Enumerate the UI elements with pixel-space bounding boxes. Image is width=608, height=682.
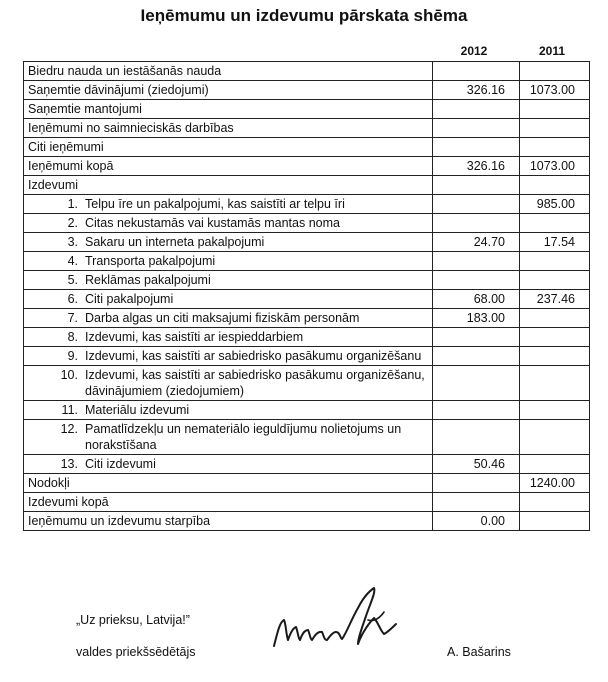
item-number: 8. <box>67 330 78 344</box>
item-cell <box>24 347 433 366</box>
value-2011 <box>520 493 590 512</box>
item-number: 3. <box>67 235 78 249</box>
value-2011: 1240.00 <box>520 474 590 493</box>
row-label: Ieņēmumu un izdevumu starpība <box>24 512 433 531</box>
table-row <box>24 290 590 309</box>
value-2011 <box>520 309 590 328</box>
column-header-2011: 2011 <box>538 44 566 58</box>
slogan: „Uz prieksu, Latvija!” <box>76 613 190 627</box>
table-row <box>24 309 590 328</box>
row-label: Izdevumi <box>24 176 433 195</box>
item-number: 9. <box>67 349 78 363</box>
value-2011: 1073.00 <box>520 81 590 100</box>
value-2011 <box>520 347 590 366</box>
table-row <box>24 62 590 81</box>
item-number: 12. <box>60 422 78 436</box>
value-2011 <box>520 271 590 290</box>
item-label: Izdevumi, kas saistīti ar sabiedrisko pasākumu organizēšanu <box>85 349 422 363</box>
value-2011: 237.46 <box>520 290 590 309</box>
item-cell <box>24 328 433 347</box>
table-row <box>24 81 590 100</box>
value-2012 <box>433 62 520 81</box>
row-label: Ieņēmumi kopā <box>24 157 433 176</box>
item-cell <box>24 309 433 328</box>
report-table <box>23 61 590 531</box>
value-2012 <box>433 347 520 366</box>
item-cell <box>24 195 433 214</box>
value-2012 <box>433 138 520 157</box>
table-row <box>24 328 590 347</box>
value-2012 <box>433 474 520 493</box>
table-row <box>24 214 590 233</box>
item-cell <box>24 420 433 455</box>
item-cell <box>24 366 433 401</box>
value-2011 <box>520 100 590 119</box>
item-cell <box>24 290 433 309</box>
value-2011 <box>520 176 590 195</box>
row-label: Biedru nauda un iestāšanās nauda <box>24 62 433 81</box>
item-number: 11. <box>61 403 78 417</box>
value-2012 <box>433 493 520 512</box>
signature <box>270 582 400 662</box>
table-row <box>24 233 590 252</box>
table-row <box>24 119 590 138</box>
value-2011 <box>520 455 590 474</box>
value-2012: 326.16 <box>433 157 520 176</box>
signatory-name: A. Bašarins <box>447 645 511 659</box>
value-2011 <box>520 512 590 531</box>
row-label: Izdevumi kopā <box>24 493 433 512</box>
value-2012: 0.00 <box>433 512 520 531</box>
value-2012 <box>433 328 520 347</box>
item-number: 10. <box>60 368 78 382</box>
value-2011 <box>520 119 590 138</box>
value-2012: 50.46 <box>433 455 520 474</box>
row-label: Saņemtie dāvinājumi (ziedojumi) <box>24 81 433 100</box>
value-2012: 24.70 <box>433 233 520 252</box>
item-number: 4. <box>67 254 78 268</box>
column-header-2012: 2012 <box>460 44 488 58</box>
item-label: Citi izdevumi <box>85 457 156 471</box>
value-2012: 326.16 <box>433 81 520 100</box>
item-label: Telpu īre un pakalpojumi, kas saistīti ar telpu īri <box>85 197 345 211</box>
value-2011: 17.54 <box>520 233 590 252</box>
item-cell <box>24 401 433 420</box>
value-2012 <box>433 214 520 233</box>
value-2011 <box>520 328 590 347</box>
item-number: 6. <box>67 292 78 306</box>
table-row <box>24 100 590 119</box>
item-label: Darba algas un citi maksajumi fiziskām personām <box>85 311 360 325</box>
signatory-role: valdes priekšsēdētājs <box>76 645 196 659</box>
item-cell <box>24 233 433 252</box>
table-row <box>24 271 590 290</box>
item-label: Citi pakalpojumi <box>85 292 174 306</box>
item-label: Transporta pakalpojumi <box>85 254 216 268</box>
item-label: Materiālu izdevumi <box>85 403 190 417</box>
row-label: Saņemtie mantojumi <box>24 100 433 119</box>
item-number: 7. <box>67 311 78 325</box>
table-row <box>24 195 590 214</box>
table-row <box>24 138 590 157</box>
value-2012 <box>433 176 520 195</box>
table-row <box>24 474 590 493</box>
item-cell <box>24 252 433 271</box>
value-2012: 183.00 <box>433 309 520 328</box>
table-row <box>24 252 590 271</box>
item-label: Izdevumi, kas saistīti ar sabiedrisko pasākumu organizēšanu, dāvinājumiem (ziedojumiem) <box>85 368 425 398</box>
value-2011 <box>520 366 590 401</box>
value-2011 <box>520 401 590 420</box>
table-row <box>24 493 590 512</box>
row-label: Nodokļi <box>24 474 433 493</box>
value-2011 <box>520 252 590 271</box>
value-2012 <box>433 420 520 455</box>
item-number: 13. <box>60 457 78 471</box>
table-row <box>24 420 590 455</box>
item-cell <box>24 271 433 290</box>
table-row <box>24 366 590 401</box>
item-number: 2. <box>67 216 78 230</box>
item-label: Reklāmas pakalpojumi <box>85 273 211 287</box>
table-row <box>24 157 590 176</box>
table-row <box>24 347 590 366</box>
value-2011 <box>520 138 590 157</box>
value-2012 <box>433 252 520 271</box>
item-number: 5. <box>67 273 78 287</box>
row-label: Ieņēmumi no saimnieciskās darbības <box>24 119 433 138</box>
value-2012 <box>433 366 520 401</box>
table-row <box>24 401 590 420</box>
value-2011 <box>520 62 590 81</box>
value-2012 <box>433 119 520 138</box>
item-number: 1. <box>67 197 78 211</box>
table-row <box>24 455 590 474</box>
value-2011 <box>520 420 590 455</box>
value-2012 <box>433 271 520 290</box>
item-label: Izdevumi, kas saistīti ar iespieddarbiem <box>85 330 304 344</box>
value-2011: 985.00 <box>520 195 590 214</box>
row-label: Citi ieņēmumi <box>24 138 433 157</box>
value-2012: 68.00 <box>433 290 520 309</box>
value-2012 <box>433 195 520 214</box>
item-cell <box>24 214 433 233</box>
item-cell <box>24 455 433 474</box>
item-label: Sakaru un interneta pakalpojumi <box>85 235 265 249</box>
value-2012 <box>433 100 520 119</box>
document-title: Ieņēmumu un izdevumu pārskata shēma <box>140 6 468 25</box>
item-label: Pamatlīdzekļu un nemateriālo ieguldījumu nolietojums un norakstīšana <box>85 422 402 452</box>
table-row <box>24 176 590 195</box>
value-2011 <box>520 214 590 233</box>
item-label: Citas nekustamās vai kustamās mantas noma <box>85 216 340 230</box>
value-2012 <box>433 401 520 420</box>
table-row <box>24 512 590 531</box>
value-2011: 1073.00 <box>520 157 590 176</box>
